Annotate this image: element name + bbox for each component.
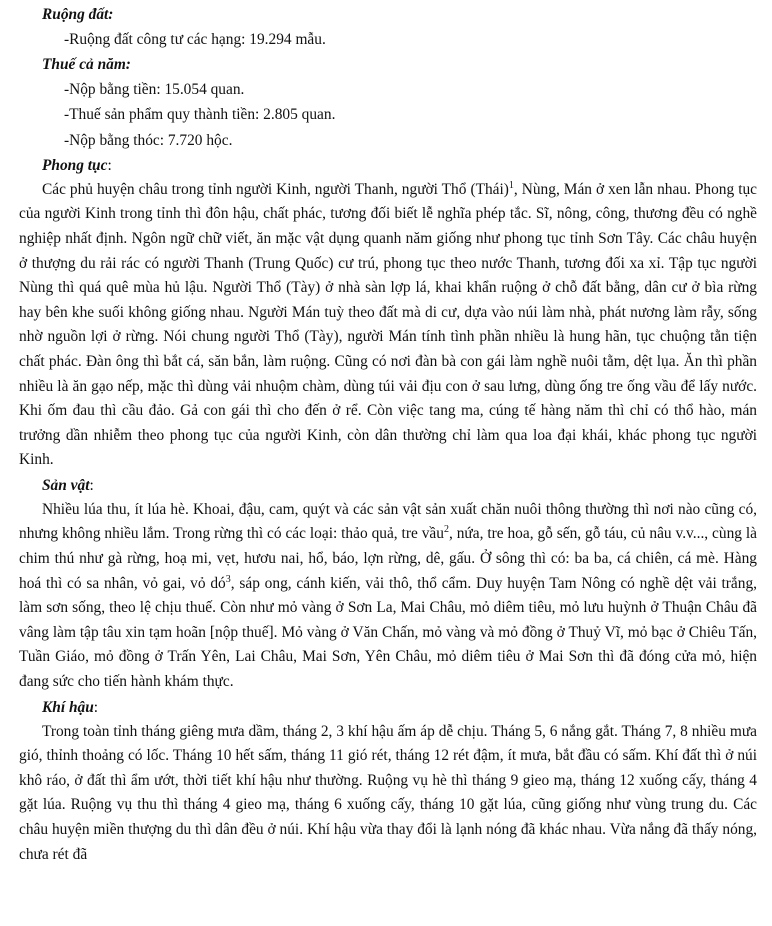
list-item: -Ruộng đất công tư các hạng: 19.294 mẫu.: [64, 31, 326, 48]
document-page: [19, 2, 757, 867]
heading-san-vat: Sản vật:: [42, 476, 94, 494]
footnote-marker: 2: [443, 524, 449, 536]
list-item: -Nộp bằng tiền: 15.054 quan.: [64, 81, 245, 99]
list-item: -Thuế sản phẩm quy thành tiền: 2.805 quan.: [64, 106, 336, 124]
heading-thue-ca-nam: Thuế cả năm:: [42, 56, 131, 74]
paragraph-san-vat: Nhiều lúa thu, ít lúa hè. Khoai, đậu, cam, quýt và các sản vật sản xuất chăn nuôi thông thường thì nơi nào cũng có, nhưng không nhiều lắm. Trong rừng thì có các loại: thảo quả, tre vầu$^2$, nứa, tre hoa, gỗ sến, gỗ táu, củ nâu v.v..., cùng là chim thú như gà rừng, hoạ mi, vẹt, hươu nai, hổ, báo, lợn rừng, dê, gấu. Ở sông thì có: ba ba, cá chiên, cá mè. Hàng hoá thì có sa nhân, vỏ gai, vỏ $dó^3$, sáp ong, cánh kiến, vải thô, thổ cẩm. Duy huyện Tam Nông có nghề dệt vải trắng, làm sơn sống, theo lệ chịu thuế. Còn như mỏ vàng ở Sơn La, Mai Châu, mỏ diêm tiêu, mỏ lưu huỳnh ở Thuận Châu đã vâng làm tập tâu xin tạm hoãn [nộp thuế]. Mỏ vàng ở Văn Chấn, mỏ vàng và mỏ đồng ở Thuỷ Vĩ, mỏ bạc ở Chiêu Tấn, Tuần Giáo, mỏ đồng ở Trấn Yên, Lai Châu, Mai Sơn, Yên Châu, mỏ diêm tiêu ở Mai Sơn thì đã đóng cửa mỏ, hiện đang sức cho tiến hành khám thực.: [19, 500, 758, 691]
heading-ruong-dat: Ruộng đất:: [42, 6, 114, 23]
heading-phong-tuc: Phong tục:: [42, 156, 112, 174]
list-item: -Nộp bằng thóc: 7.720 hộc.: [64, 131, 233, 149]
paragraph-phong-tuc: Các phủ huyện châu trong tỉnh người Kinh, người Thanh, người Thổ (Thái)$^1$, Nùng, Mán ở xen lẫn nhau. Phong tục của người Kinh trong tỉnh thì đôn hậu, chất phác, tương đối biết lễ nghĩa phép tắc. Sĩ, nông, công, thương đều có nghề nghiệp nhất định. Ngôn ngữ chữ viết, ăn mặc vật dụng quanh năm giống như phong tục tỉnh Sơn Tây. Các châu huyện ở thượng du rải rác có người Thanh (Trung Quốc) cư trú, phong tục theo nước Thanh, tương đối xa xỉ. Tập tục người Nùng thì quá quê mùa hủ lậu. Người Thổ (Tày) ở nhà sàn lợp lá, khai khẩn ruộng ở chỗ đất bằng, dân cư ở bìa rừng hay bên khe suối không giống nhau. Người Mán tuỳ theo đất mà di cư, dựa vào núi làm nhà, phát nương làm rẫy, sống nhờ nguồn lợi ở rừng. Nói chung người Thổ (Tày), người Mán tính tình phần nhiều là hung hãn, tục chuộng tằn tiện chất phác. Đàn ông thì bắt cá, săn bắn, làm ruộng. Cũng có nơi đàn bà con gái làm nghề nuôi tằm, dệt lụa. Ăn thì phần nhiều là ăn gạo nếp, mặc thì dùng vải nhuộm chàm, dùng túi vải địu con ở sau lưng, dùng ống tre ống vầu để lấy nước. Khi ốm đau thì cầu đảo. Gả con gái thì cho đến ở rể. Còn việc tang ma, cúng tế hàng năm thì chỉ có thổ hào, mán trưởng dần nhiễm theo phong tục của người Kinh, còn dân thường chỉ làm qua loa đại khái, khác phong tục người Kinh.: [19, 179, 757, 469]
paragraph-khi-hau: Trong toàn tỉnh tháng giêng mưa dầm, tháng 2, 3 khí hậu ấm áp dễ chịu. Tháng 5, 6 nắng gắt. Tháng 7, 8 nhiều mưa gió, thỉnh thoảng có lốc. Tháng 10 hết sấm, tháng 11 gió rét, tháng 12 rét đậm, ít mưa, bắt đầu có sấm. Khí đất thì ở núi khô ráo, ở đất thì ẩm ướt, thời tiết khí hậu như thường. Ruộng vụ hè thì tháng 9 gieo mạ, tháng 12 xuống cấy, tháng 4 gặt lúa. Ruộng vụ thu thì tháng 4 gieo mạ, tháng 6 xuống cấy, tháng 10 gặt lúa, cũng giống như vùng trung du. Các châu huyện miền thượng du thì dân đều ở núi. Khí hậu vừa thay đổi là lạnh nóng đã khác nhau. Vừa nắng đã thấy nóng, chưa rét đã: [19, 722, 757, 863]
heading-khi-hau: Khí hậu:: [42, 698, 99, 716]
footnote-marker: 1: [508, 179, 514, 191]
footnote-marker: 3: [225, 573, 231, 585]
